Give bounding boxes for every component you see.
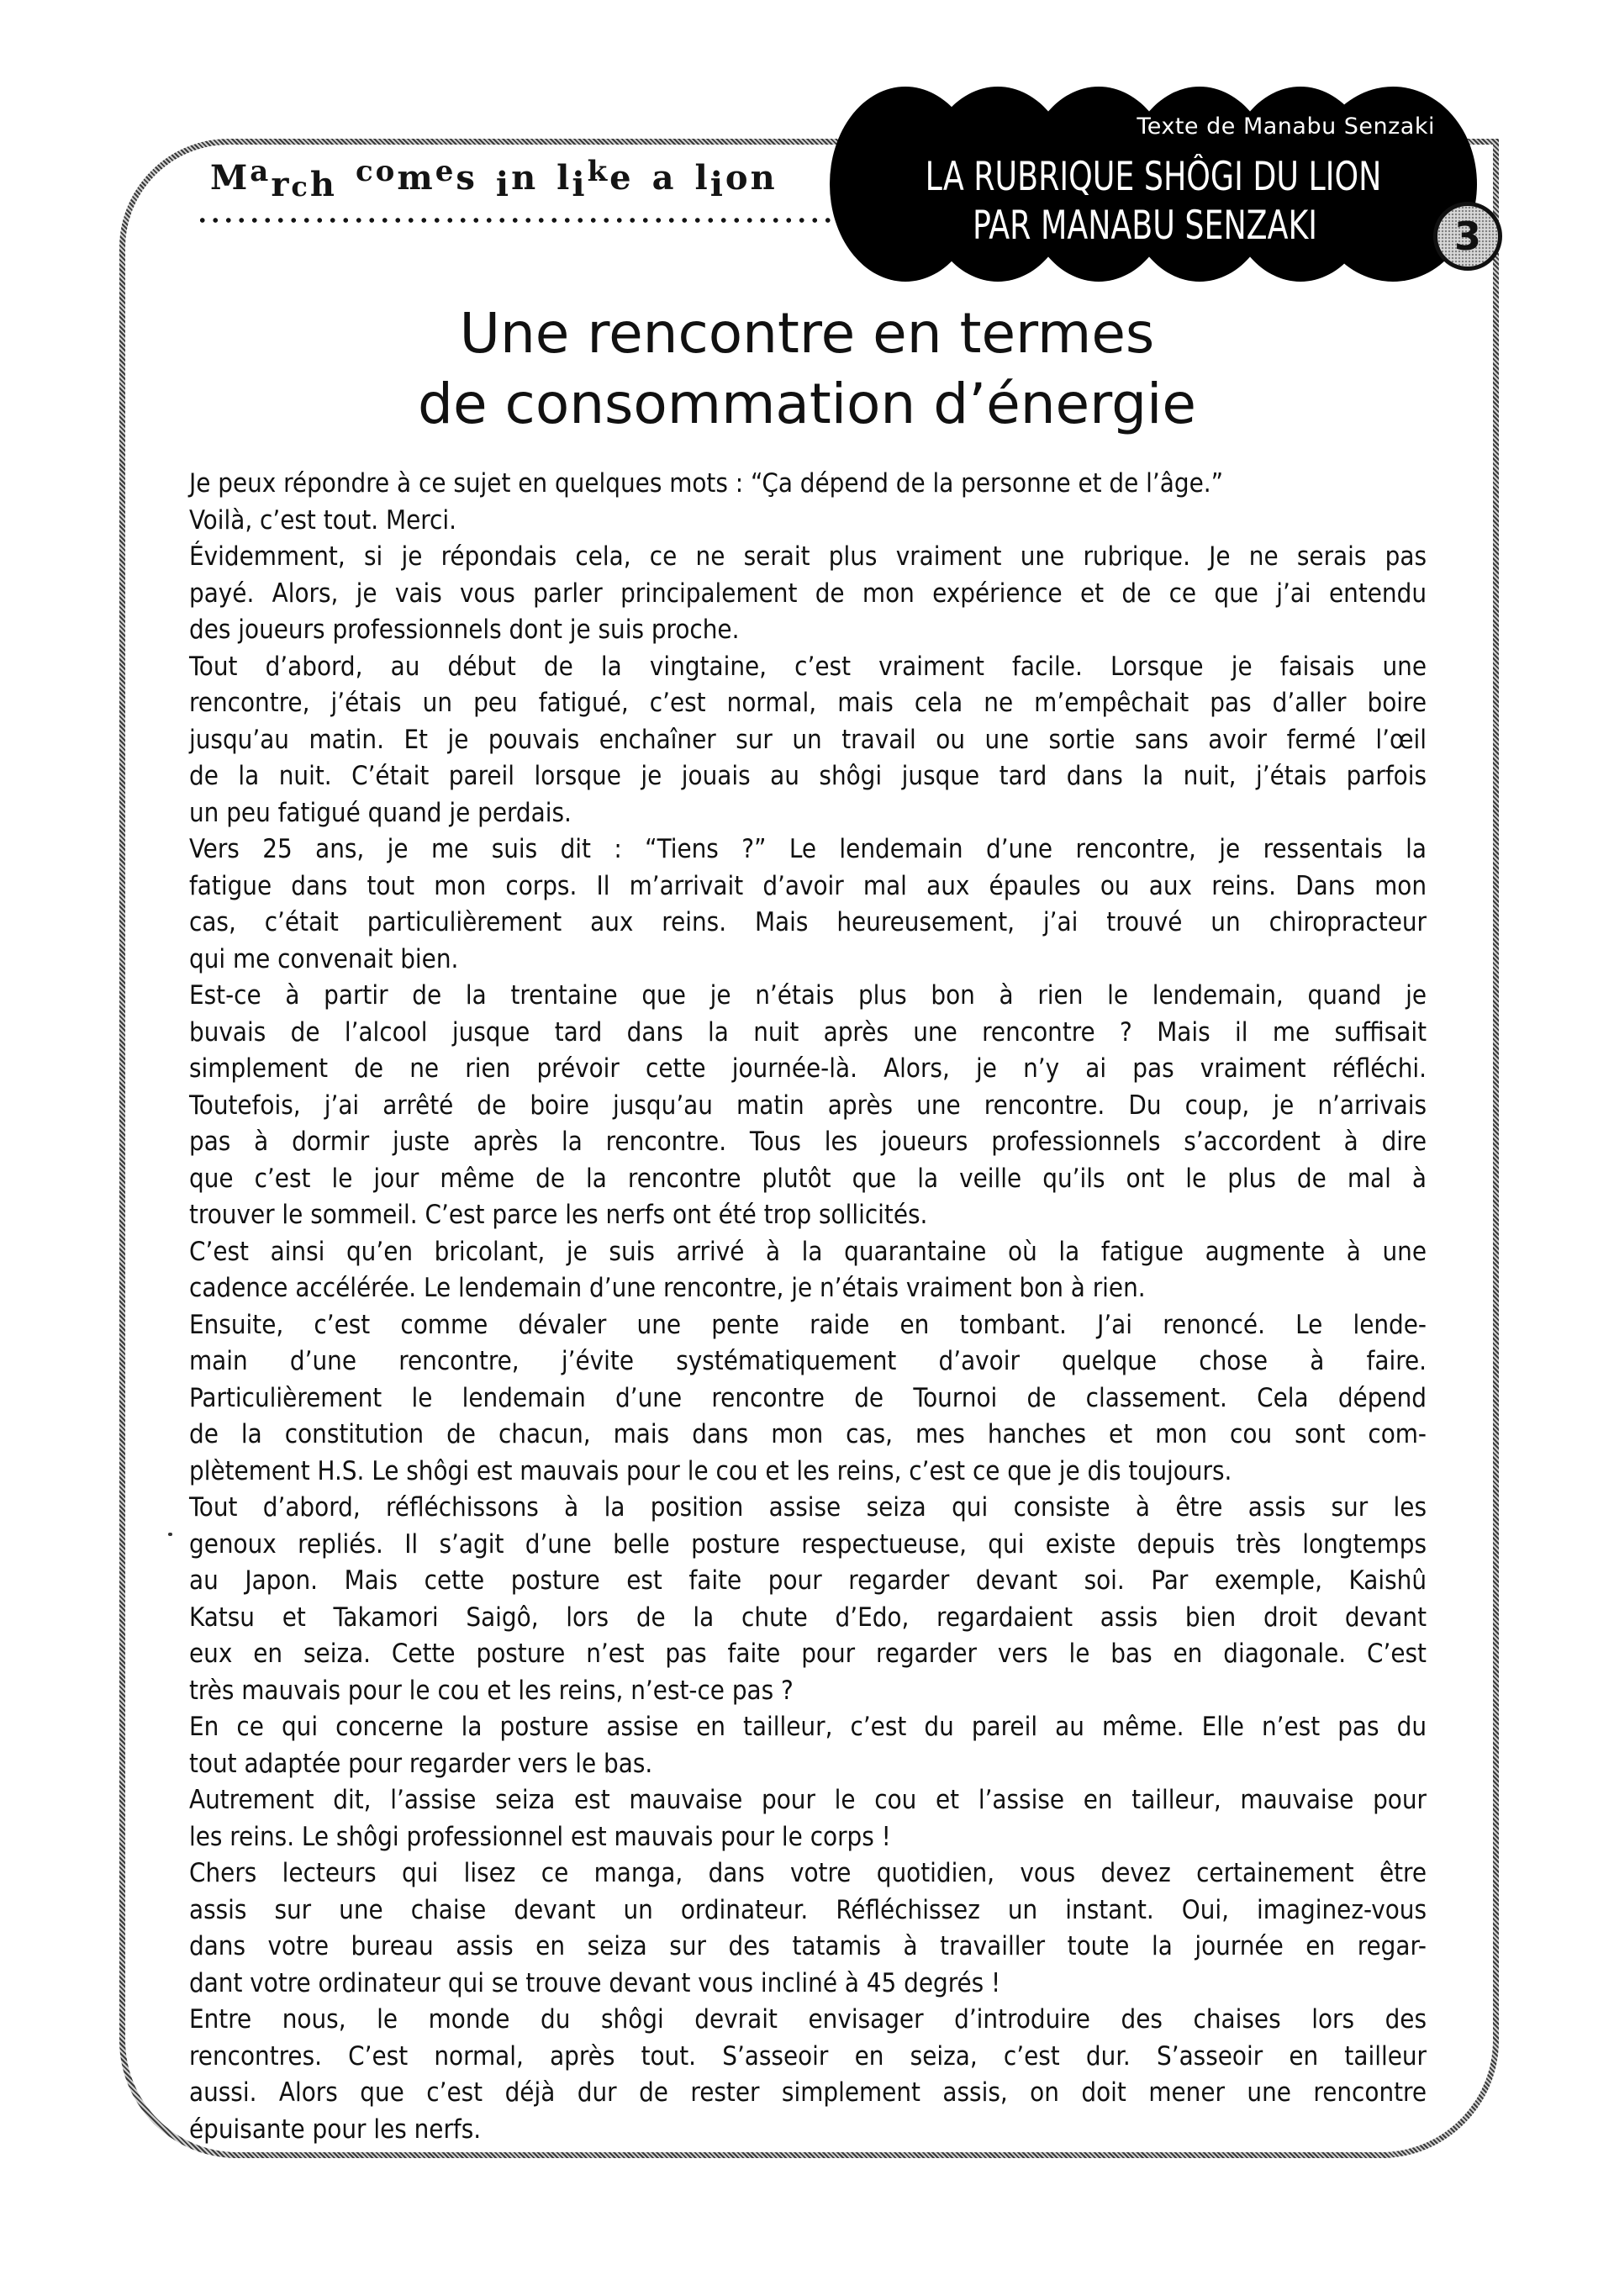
article-line: main d’une rencontre, j’évite systématiquement d’avoir quelque chose à faire. [189, 1346, 1427, 1376]
author-credit: Texte de Manabu Senzaki [1137, 113, 1435, 140]
article-line: Entre nous, le monde du shôgi devrait envisager d’introduire des chaises lors des [189, 2004, 1427, 2035]
article-line: Je peux répondre à ce sujet en quelques mots : “Ça dépend de la personne et de l’âge.” [189, 468, 1224, 499]
article-line: de la nuit. C’était pareil lorsque je jouais au shôgi jusque tard dans la nuit, j’étais parfois [189, 761, 1427, 791]
article-line: plètement H.S. Le shôgi est mauvais pour le cou et les reins, c’est ce que je dis toujours. [189, 1455, 1232, 1486]
article-line: Particulièrement le lendemain d’une rencontre de Tournoi de classement. Cela dépend [189, 1382, 1427, 1413]
series-heading-letter: l [556, 158, 572, 198]
article-title-line2: de consommation d’énergie [418, 372, 1196, 436]
article-line: Ensuite, c’est comme dévaler une pente raide en tombant. J’ai renoncé. Le lende- [189, 1309, 1427, 1340]
article-line: Est-ce à partir de la trentaine que je n’étais plus bon à rien le lendemain, quand je [189, 980, 1427, 1011]
series-heading-space [337, 158, 356, 198]
series-heading-letter: a [250, 155, 272, 188]
series-heading-letter: m [397, 158, 435, 198]
article-line: dant votre ordinateur qui se trouve devant vous incliné à 45 degrés ! [189, 1967, 1001, 1998]
series-heading-letter: h [309, 165, 337, 204]
series-heading-letter: s [456, 158, 477, 198]
series-heading-letter: o [725, 158, 751, 198]
column-title-line1: LA RUBRIQUE SHÔGI DU LION [925, 154, 1382, 200]
article-line: au Japon. Mais cette posture est faite pour regarder devant soi. Par exemple, Kaishû [189, 1565, 1427, 1596]
article-line: épuisante pour les nerfs. [189, 2114, 482, 2145]
series-heading-space [538, 158, 556, 198]
series-heading-letter: c [291, 171, 310, 203]
article-line: cas, c’était particulièrement aux reins. Mais heureusement, j’ai trouvé un chiropracteur [189, 907, 1427, 937]
article-line: Katsu et Takamori Saigô, lors de la chute d’Edo, regardaient assis bien droit devant [189, 1602, 1427, 1633]
article-line: pas à dormir juste après la rencontre. Tous les joueurs professionnels s’accordent à dire [189, 1127, 1427, 1157]
article-line: Autrement dit, l’assise seiza est mauvaise pour le cou et l’assise en tailleur, mauvaise pour [189, 1785, 1427, 1815]
column-title-line2: PAR MANABU SENZAKI [972, 203, 1318, 249]
article-line: Toutefois, j’ai arrêté de boire jusqu’au matin après une rencontre. Du coup, je n’arrivais [189, 1090, 1427, 1121]
series-heading-letter: i [572, 165, 588, 204]
series-heading-letter: M [210, 158, 251, 198]
article-line: rencontres. C’est normal, après tout. S’asseoir en seiza, c’est dur. S’asseoir en tailleur [189, 2040, 1427, 2072]
article-line: Évidemment, si je répondais cela, ce ne serait plus vraiment une rubrique. Je ne serais pas [189, 541, 1427, 572]
article-line: fatigue dans tout mon corps. Il m’arrivait d’avoir mal aux épaules ou aux reins. Dans mon [189, 870, 1427, 901]
article-line: Chers lecteurs qui lisez ce manga, dans votre quotidien, vous devez certainement être [189, 1858, 1427, 1888]
article-line: les reins. Le shôgi professionnel est mauvais pour le corps ! [189, 1821, 891, 1852]
series-heading-letter: a [651, 158, 677, 198]
series-heading-letter: n [750, 158, 778, 198]
article-line: buvais de l’alcool jusque tard dans la nuit après une rencontre ? Mais il me suffisait [189, 1016, 1427, 1048]
article-line: un peu fatigué quand je perdais. [189, 797, 572, 828]
article-title [252, 298, 1362, 440]
article-line: rencontre, j’étais un peu fatigué, c’est normal, mais cela ne m’empêchait pas d’aller boire [189, 688, 1427, 718]
dotted-divider [196, 217, 835, 224]
column-banner [830, 87, 1494, 282]
article-title-line1: Une rencontre en termes [459, 301, 1155, 366]
article-line: En ce qui concerne la posture assise en tailleur, c’est du pareil au même. Elle n’est pas du [189, 1712, 1427, 1742]
article-line: assis sur une chaise devant un ordinateur. Réfléchissez un instant. Oui, imaginez-vous [189, 1894, 1427, 1925]
series-heading-letter: c [355, 155, 376, 188]
series-heading-letter: e [435, 155, 456, 188]
series-heading-space [677, 158, 695, 198]
article-line: Tout d’abord, au début de la vingtaine, c’est vraiment facile. Lorsque je faisais une [189, 651, 1427, 682]
article-line: jusqu’au matin. Et je pouvais enchaîner sur un travail ou une sortie sans avoir fermé l’œil [189, 724, 1427, 755]
series-heading-space [477, 158, 496, 198]
article-line: trouver le sommeil. C’est parce les nerfs ont été trop sollicités. [189, 1200, 928, 1230]
series-heading-space [634, 158, 652, 198]
series-heading-letter: o [375, 155, 398, 188]
article-line: Vers 25 ans, je me suis dit : “Tiens ?” Le lendemain d’une rencontre, je ressentais la [189, 834, 1427, 864]
article-line: C’est ainsi qu’en bricolant, je suis arrivé à la quarantaine où la fatigue augmente à une [189, 1236, 1427, 1267]
series-heading-letter: e [609, 158, 634, 198]
series-heading-letter: l [694, 158, 710, 198]
article-line: cadence accélérée. Le lendemain d’une rencontre, je n’étais vraiment bon à rien. [189, 1273, 1146, 1303]
article-line: de la constitution de chacun, mais dans mon cas, mes hanches et mon cou sont com- [189, 1419, 1427, 1449]
article-line: tout adaptée pour regarder vers le bas. [189, 1748, 653, 1779]
article-line: payé. Alors, je vais vous parler principalement de mon expérience et de ce que j’ai entendu [189, 578, 1427, 609]
series-heading-letter: k [587, 155, 610, 188]
article-line: des joueurs professionnels dont je suis proche. [189, 615, 740, 645]
scan-mark [168, 1533, 172, 1536]
article-line: simplement de ne rien prévoir cette journée-là. Alors, je n’y ai pas vraiment réfléchi. [189, 1053, 1427, 1084]
series-heading-letter: n [511, 158, 539, 198]
article-line: Voilà, c’est tout. Merci. [189, 504, 456, 536]
article-line: qui me convenait bien. [189, 943, 459, 974]
series-heading-letter: i [709, 165, 725, 204]
article-body [189, 466, 1427, 2148]
series-heading-letter: i [495, 165, 512, 204]
article-line: Tout d’abord, réfléchissons à la position assise seiza qui consiste à être assis sur les [189, 1492, 1427, 1523]
article-line: très mauvais pour le cou et les reins, n’est-ce pas ? [189, 1675, 794, 1706]
series-heading-letter: r [271, 165, 292, 204]
article-line: dans votre bureau assis en seiza sur des tatamis à travailler toute la journée en regar- [189, 1931, 1427, 1961]
article-line: genoux repliés. Il s’agit d’une belle posture respectueuse, qui existe depuis très longtemps [189, 1528, 1427, 1560]
article-line: aussi. Alors que c’est déjà dur de rester simplement assis, on doit mener une rencontre [189, 2077, 1427, 2108]
article-line: que c’est le jour même de la rencontre plutôt que la veille qu’ils ont le plus de mal à [189, 1163, 1427, 1194]
series-heading [210, 155, 778, 204]
article-line: eux en seiza. Cette posture n’est pas faite pour regarder vers le bas en diagonale. C’est [189, 1639, 1427, 1669]
issue-number-badge: 3 [1433, 202, 1502, 271]
